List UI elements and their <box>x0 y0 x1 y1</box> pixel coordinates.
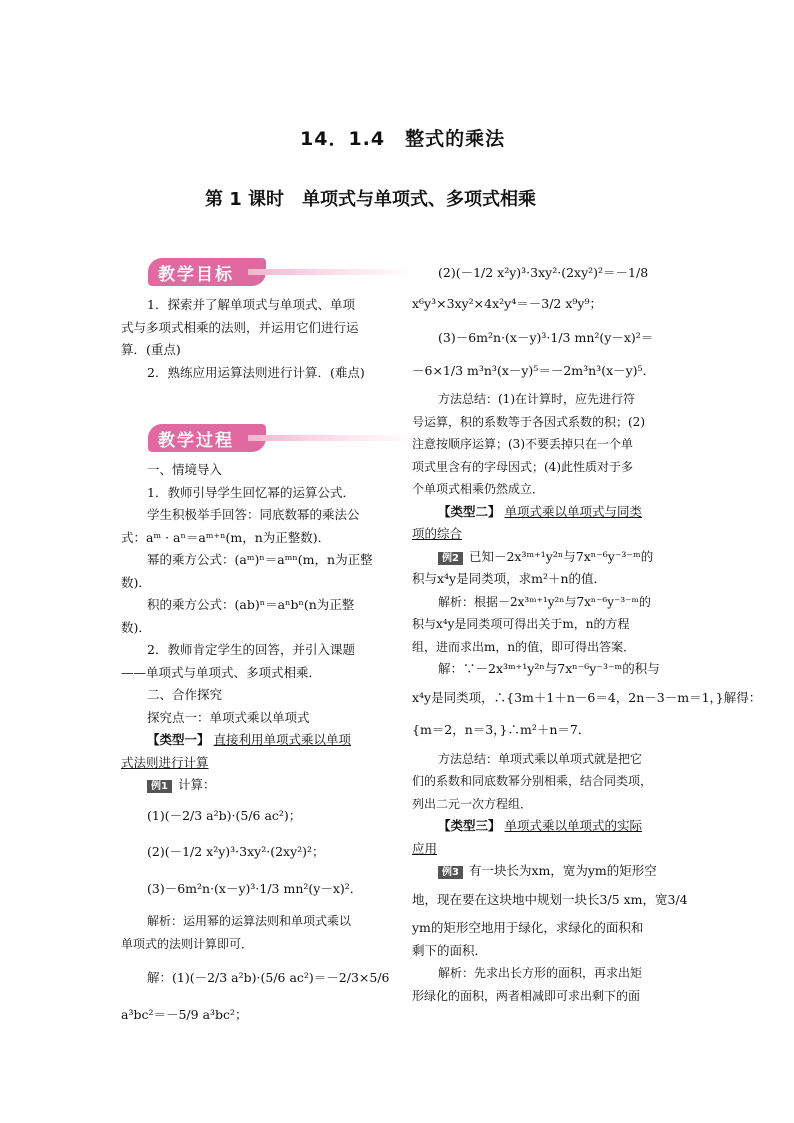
type2-heading: 【类型二】 单项式乘以单项式与同类 <box>438 503 643 519</box>
analysis-line: 形绿化的面积，两者相减即可求出剩下的面 <box>412 988 641 1003</box>
process-line: 式：aᵐ · aⁿ＝aᵐ⁺ⁿ(m，n为正整数)． <box>121 529 331 545</box>
solution-line: a³bc²＝－5/9 a³bc²； <box>121 1006 248 1022</box>
goals-block <box>121 294 391 384</box>
type2-heading-cont: 项的综合 <box>412 526 463 541</box>
example2: 例2 已知－2x³ᵐ⁺¹y²ⁿ与7xⁿ⁻⁶y⁻³⁻ᵐ的 <box>412 546 682 569</box>
solution-line: {m＝2，n＝3，}∴m²＋n＝7． <box>412 722 591 737</box>
process-line: 1．教师引导学生回忆幂的运算公式． <box>147 484 355 500</box>
summary-line: 方法总结：单项式乘以单项式就是把它 <box>438 751 643 766</box>
process-line: 一、情境导入 <box>147 462 223 477</box>
type3-heading-cont: 应用 <box>412 840 438 856</box>
summary-line: 个单项式相乘仍然成立． <box>412 482 545 496</box>
example3-line: ym的矩形空地用于绿化，求绿化的面积和 <box>412 920 644 935</box>
goal-line: 1．探索并了解单项式与单项式、单项 <box>147 297 355 312</box>
analysis-line: 解析：运用幂的运算法则和单项式乘以 <box>147 914 352 928</box>
goal-line: 式与多项式相乘的法则，并运用它们进行运 <box>121 319 359 335</box>
solution-line: x⁶y³×3xy²×4x²y⁴＝－3/2 x⁹y⁹； <box>412 295 602 311</box>
process-line: ——单项式与单项式、多项式相乘． <box>121 664 322 680</box>
banner-label: 教学过程 <box>158 431 234 451</box>
analysis-line: 单项式的法则计算即可． <box>121 936 254 951</box>
analysis-line: 解析：根据－2x³ᵐ⁺¹y²ⁿ与7xⁿ⁻⁶y⁻³⁻ᵐ的 <box>438 594 651 609</box>
process-block <box>121 459 391 1026</box>
analysis-line: 解析：先求出长方形的面积，再求出矩 <box>438 966 643 980</box>
solution-line: x⁴y是同类项，∴{3m＋1＋n－6＝4，2n－3－m＝1，}解得： <box>412 689 762 705</box>
solution-line: 解：∵－2x³ᵐ⁺¹y²ⁿ与7xⁿ⁻⁶y⁻³⁻ᵐ的积与 <box>438 661 660 676</box>
example3-line: 地，现在要在这块地中规划一块长3/5 xm，宽3/4 <box>412 891 688 907</box>
analysis-line: 组，进而求出m，n的值，即可得出答案． <box>412 639 636 654</box>
lesson-subtitle: 第 1 课时 单项式与单项式、多项式相乘 <box>205 189 537 210</box>
process-line: 学生积极举手回答：同底数幂的乘法公 <box>147 507 360 522</box>
process-line: 2．教师肯定学生的回答，并引入课题 <box>147 642 355 657</box>
example1-item: (2)(－1/2 x²y)³·3xy²·(2xy²)²； <box>147 844 325 859</box>
banner-teaching-goals <box>148 258 428 286</box>
solution-line: (3)－6m²n·(x－y)³·1/3 mn²(y－x)²＝ <box>438 330 654 345</box>
summary-line: 方法总结：(1)在计算时，应先进行符 <box>438 392 635 406</box>
example-tag: 例3 <box>438 866 463 879</box>
example1-item: (3)－6m²n·(x－y)³·1/3 mn²(y－x)²． <box>147 880 363 896</box>
solution-line: (2)(－1/2 x²y)³·3xy²·(2xy²)²＝－1/8 <box>438 265 649 280</box>
process-line: 数)． <box>121 619 151 635</box>
goal-line: 2．熟练应用运算法则进行计算．(难点) <box>147 364 365 380</box>
example2-line: 积与x⁴y是同类项，求m²＋n的值． <box>412 571 607 586</box>
summary-line: 注意按顺序运算；(3)不要丢掉只在一个单 <box>412 437 633 451</box>
banner-label: 教学目标 <box>158 265 234 285</box>
solution-line: －6×1/3 m³n³(x－y)⁵＝－2m³n³(x－y)⁵． <box>412 362 656 378</box>
example1: 例1 计算： <box>121 774 391 797</box>
process-line: 幂的乘方公式：(aᵐ)ⁿ＝aᵐⁿ(m，n为正整 <box>147 552 373 567</box>
process-line: 积的乘方公式：(ab)ⁿ＝aⁿbⁿ(n为正整 <box>147 597 355 612</box>
process-line: 探究点一：单项式乘以单项式 <box>147 709 310 725</box>
summary-line: 项式里含有的字母因式；(4)此性质对于多 <box>412 459 633 474</box>
summary-line: 号运算，积的系数等于各因式系数的积；(2) <box>412 414 645 429</box>
summary-line: 们的系数和同底数幂分别相乘，结合同类项， <box>412 774 653 788</box>
section-title: 14．1.4 整式的乘法 <box>300 128 506 150</box>
analysis-line: 积与x⁴y是同类项可得出关于m，n的方程 <box>412 617 630 631</box>
example-tag: 例2 <box>438 552 463 565</box>
type1-heading: 【类型一】 直接利用单项式乘以单项 <box>147 732 352 747</box>
summary-line: 列出二元一次方程组． <box>412 796 533 811</box>
type1-heading-cont: 式法则进行计算 <box>121 754 209 770</box>
process-line: 二、合作探究 <box>147 687 223 702</box>
solution-line: 解：(1)(－2/3 a²b)·(5/6 ac²)＝－2/3×5/6 <box>147 970 390 985</box>
example3-line: 剩下的面积． <box>412 942 488 958</box>
banner-teaching-process <box>148 424 428 452</box>
example-tag: 例1 <box>147 780 172 793</box>
process-line: 数)． <box>121 574 151 590</box>
right-column <box>412 262 762 1007</box>
example3: 例3 有一块长为xm，宽为ym的矩形空 <box>412 860 682 883</box>
goal-line: 算．(重点) <box>121 342 181 357</box>
type3-heading: 【类型三】 单项式乘以单项式的实际 <box>438 818 643 833</box>
example1-item: (1)(－2/3 a²b)·(5/6 ac²)； <box>147 807 302 823</box>
